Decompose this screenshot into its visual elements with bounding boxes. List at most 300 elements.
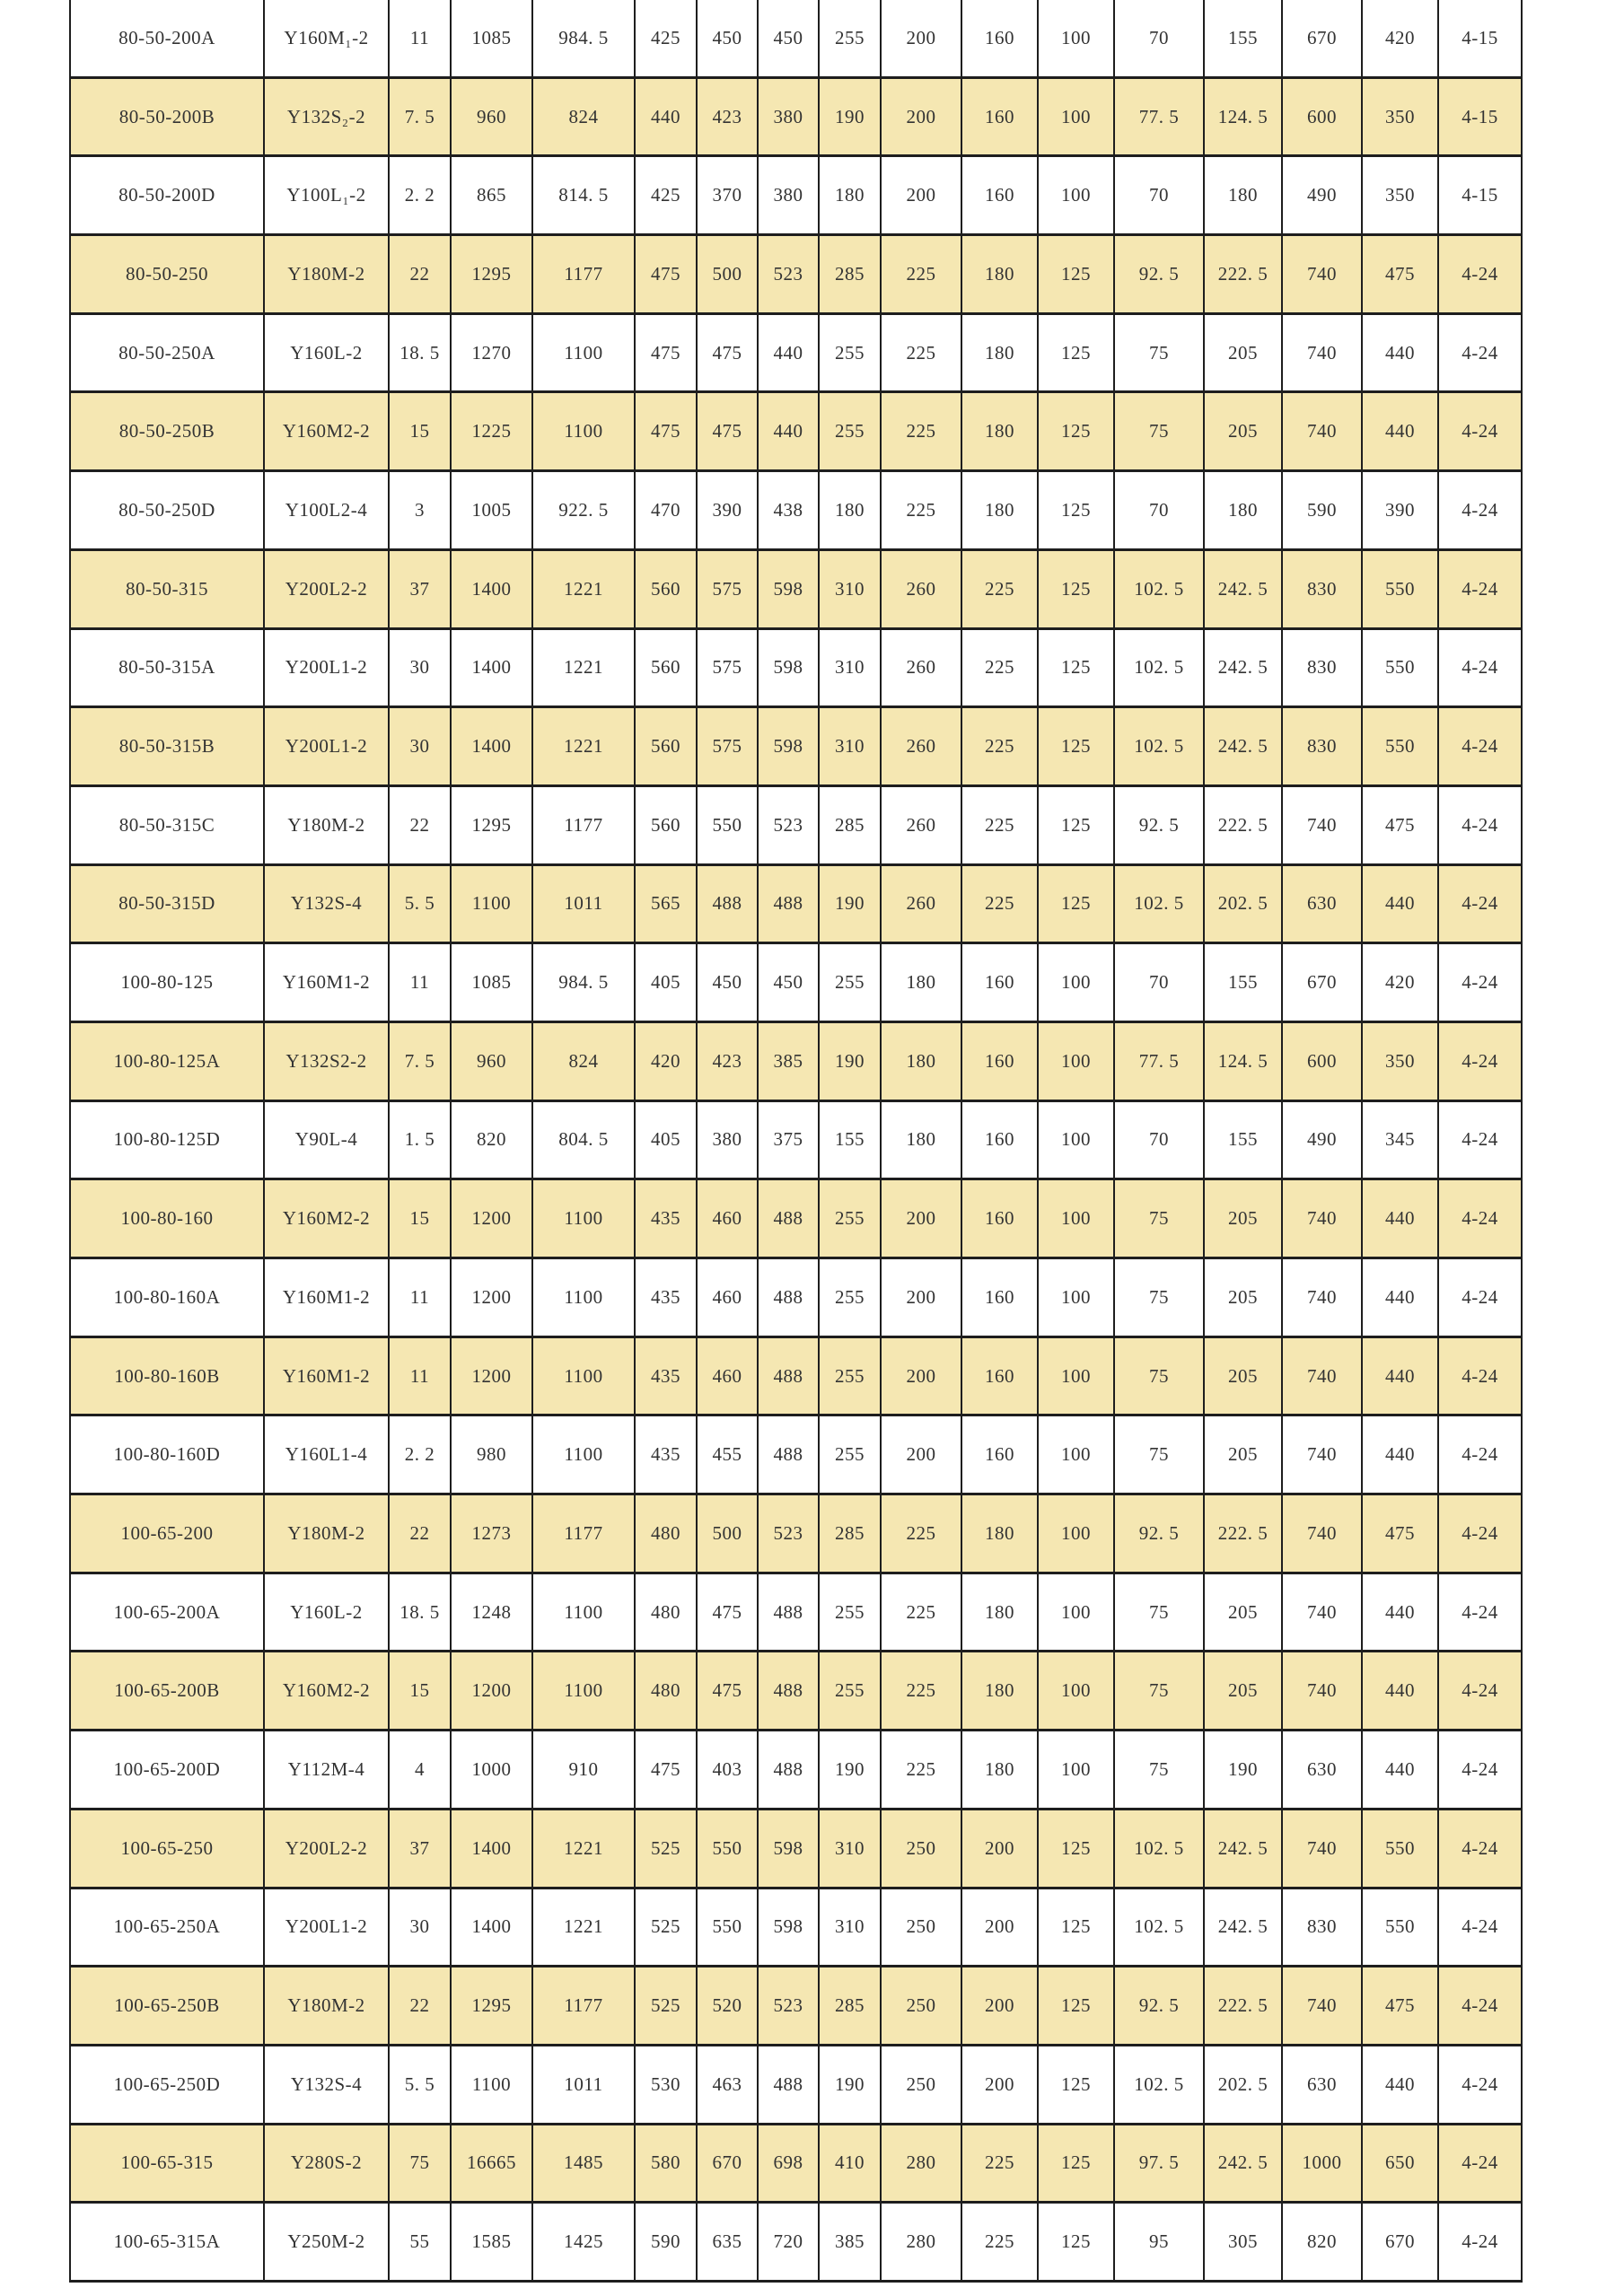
table-cell: 125	[1039, 2046, 1113, 2123]
table-cell: 1221	[533, 630, 634, 706]
table-cell: 310	[820, 1889, 880, 1966]
table-cell: 125	[1039, 2204, 1113, 2280]
table-cell: 225	[962, 630, 1037, 706]
table-cell: 525	[636, 1810, 696, 1887]
table-cell: 75	[1115, 315, 1203, 391]
table-cell: 80-50-315	[71, 551, 263, 627]
table-cell: 550	[698, 1810, 757, 1887]
table-cell: 523	[759, 787, 818, 863]
table-cell: 804. 5	[533, 1102, 634, 1179]
table-cell: Y160L-2	[265, 315, 388, 391]
table-cell: 205	[1205, 1652, 1281, 1729]
table-cell: 100-80-125A	[71, 1023, 263, 1100]
table-cell: 205	[1205, 315, 1281, 391]
table-cell: Y160M1-2	[265, 1259, 388, 1336]
table-cell: 225	[962, 787, 1037, 863]
table-cell: 225	[962, 708, 1037, 784]
table-cell: 575	[698, 708, 757, 784]
table-cell: 80-50-315D	[71, 866, 263, 942]
table-cell: 1100	[533, 1338, 634, 1415]
table-cell: 820	[1283, 2204, 1361, 2280]
table-cell: Y200L1-2	[265, 1889, 388, 1966]
table-cell: 180	[882, 1023, 961, 1100]
table-cell: 922. 5	[533, 472, 634, 548]
table-cell: 100-65-200	[71, 1495, 263, 1572]
table-cell: 488	[759, 1416, 818, 1493]
table-cell: 80-50-315C	[71, 787, 263, 863]
table-cell: Y100L₁-2	[265, 157, 388, 233]
table-cell: 1177	[533, 787, 634, 863]
table-cell: 440	[1363, 315, 1437, 391]
table-cell: 155	[1205, 1102, 1281, 1179]
table-cell: 560	[636, 551, 696, 627]
table-cell: 740	[1283, 1574, 1361, 1651]
table-cell: 4-24	[1439, 1338, 1521, 1415]
table-cell: 80-50-200A	[71, 0, 263, 76]
table-cell: 16665	[452, 2125, 531, 2202]
table-cell: 80-50-250D	[71, 472, 263, 548]
table-cell: 4-24	[1439, 630, 1521, 706]
table-cell: 1011	[533, 866, 634, 942]
table-cell: 180	[1205, 472, 1281, 548]
table-cell: 740	[1283, 1180, 1361, 1257]
table-cell: 205	[1205, 1259, 1281, 1336]
table-cell: 1225	[452, 393, 531, 469]
table-cell: 160	[962, 1102, 1037, 1179]
table-cell: 15	[390, 1180, 450, 1257]
table-cell: 2. 2	[390, 157, 450, 233]
table-cell: 3	[390, 472, 450, 548]
table-cell: 180	[962, 1495, 1037, 1572]
table-cell: 242. 5	[1205, 2125, 1281, 2202]
table-cell: 438	[759, 472, 818, 548]
table-cell: 488	[759, 1338, 818, 1415]
table-cell: 125	[1039, 1889, 1113, 1966]
table-cell: 740	[1283, 1652, 1361, 1729]
table-cell: 255	[820, 1338, 880, 1415]
table-cell: 1177	[533, 1495, 634, 1572]
table-cell: 1100	[533, 1574, 634, 1651]
table-cell: 490	[1283, 1102, 1361, 1179]
table-cell: 500	[698, 236, 757, 312]
table-cell: 80-50-200D	[71, 157, 263, 233]
table-cell: 550	[1363, 1889, 1437, 1966]
table-cell: 385	[820, 2204, 880, 2280]
table-cell: 225	[962, 551, 1037, 627]
table-cell: Y100L2-4	[265, 472, 388, 548]
table-cell: Y160M2-2	[265, 1180, 388, 1257]
table-cell: 600	[1283, 79, 1361, 155]
table-cell: 100	[1039, 944, 1113, 1021]
table-cell: 1221	[533, 708, 634, 784]
table-cell: 242. 5	[1205, 1889, 1281, 1966]
table-cell: 202. 5	[1205, 866, 1281, 942]
table-cell: 1177	[533, 236, 634, 312]
table-cell: 350	[1363, 1023, 1437, 1100]
table-cell: 100-65-250A	[71, 1889, 263, 1966]
table-cell: 1585	[452, 2204, 531, 2280]
table-cell: 550	[1363, 1810, 1437, 1887]
table-cell: 1100	[533, 1416, 634, 1493]
table-cell: 740	[1283, 1416, 1361, 1493]
table-cell: Y200L1-2	[265, 708, 388, 784]
table-cell: 740	[1283, 393, 1361, 469]
table-cell: 1295	[452, 236, 531, 312]
table-cell: 30	[390, 1889, 450, 1966]
table-cell: 190	[1205, 1731, 1281, 1808]
table-cell: 102. 5	[1115, 1889, 1203, 1966]
table-cell: 523	[759, 1967, 818, 2044]
table-cell: 480	[636, 1652, 696, 1729]
table-cell: 80-50-315B	[71, 708, 263, 784]
table-cell: 410	[820, 2125, 880, 2202]
table-cell: 37	[390, 1810, 450, 1887]
table-cell: 285	[820, 1967, 880, 2044]
table-cell: 390	[1363, 472, 1437, 548]
table-cell: 345	[1363, 1102, 1437, 1179]
table-cell: 4-24	[1439, 1023, 1521, 1100]
table-cell: Y160M₁-2	[265, 0, 388, 76]
table-cell: 18. 5	[390, 1574, 450, 1651]
table-cell: 2. 2	[390, 1416, 450, 1493]
table-cell: 560	[636, 787, 696, 863]
table-cell: 475	[698, 315, 757, 391]
table-cell: 4-24	[1439, 1259, 1521, 1336]
table-cell: 1295	[452, 787, 531, 863]
table-cell: 222. 5	[1205, 787, 1281, 863]
table-cell: 1100	[533, 1652, 634, 1729]
table-cell: 7. 5	[390, 1023, 450, 1100]
table-cell: 830	[1283, 708, 1361, 784]
table-cell: 125	[1039, 787, 1113, 863]
table-cell: 102. 5	[1115, 2046, 1203, 2123]
table-cell: 250	[882, 1889, 961, 1966]
table-cell: 1000	[452, 1731, 531, 1808]
table-cell: Y250M-2	[265, 2204, 388, 2280]
table-cell: 200	[882, 1180, 961, 1257]
table-cell: 225	[882, 1731, 961, 1808]
table-cell: 155	[1205, 944, 1281, 1021]
table-cell: 740	[1283, 787, 1361, 863]
table-cell: 440	[1363, 1652, 1437, 1729]
table-cell: 435	[636, 1180, 696, 1257]
table-cell: 4-24	[1439, 1102, 1521, 1179]
table-cell: 200	[962, 1810, 1037, 1887]
table-cell: 475	[636, 1731, 696, 1808]
table-cell: 4-15	[1439, 0, 1521, 76]
table-cell: 4-15	[1439, 157, 1521, 233]
table-cell: 100	[1039, 1023, 1113, 1100]
table-cell: 160	[962, 79, 1037, 155]
table-cell: 435	[636, 1338, 696, 1415]
table-cell: 475	[1363, 1967, 1437, 2044]
table-cell: 100-65-250D	[71, 2046, 263, 2123]
table-cell: 598	[759, 551, 818, 627]
table-cell: 155	[1205, 0, 1281, 76]
table-cell: 125	[1039, 393, 1113, 469]
table-cell: 4-24	[1439, 787, 1521, 863]
table-cell: 1100	[533, 393, 634, 469]
table-cell: 160	[962, 1338, 1037, 1415]
table-cell: 75	[390, 2125, 450, 2202]
table-cell: 450	[698, 0, 757, 76]
table-cell: 525	[636, 1889, 696, 1966]
table-cell: 475	[636, 236, 696, 312]
table-cell: 630	[1283, 866, 1361, 942]
table-cell: 440	[1363, 1416, 1437, 1493]
table-cell: Y200L2-2	[265, 1810, 388, 1887]
table-cell: 575	[698, 551, 757, 627]
table-cell: 1100	[533, 1180, 634, 1257]
table-cell: 22	[390, 1967, 450, 2044]
table-cell: 80-50-200B	[71, 79, 263, 155]
table-cell: 370	[698, 157, 757, 233]
table-cell: 22	[390, 236, 450, 312]
table-cell: 1100	[533, 1259, 634, 1336]
table-cell: 205	[1205, 1338, 1281, 1415]
table-cell: 1400	[452, 1889, 531, 1966]
table-cell: 190	[820, 1731, 880, 1808]
table-cell: 11	[390, 944, 450, 1021]
table-cell: 630	[1283, 1731, 1361, 1808]
table-cell: 225	[882, 1652, 961, 1729]
table-cell: 222. 5	[1205, 1967, 1281, 2044]
table-cell: 160	[962, 1259, 1037, 1336]
table-cell: 70	[1115, 1102, 1203, 1179]
table-cell: 125	[1039, 1967, 1113, 2044]
table-cell: 100	[1039, 0, 1113, 76]
table-cell: 70	[1115, 472, 1203, 548]
table-cell: 490	[1283, 157, 1361, 233]
table-cell: 525	[636, 1967, 696, 2044]
table-cell: 670	[1283, 0, 1361, 76]
table-cell: 55	[390, 2204, 450, 2280]
table-cell: 180	[882, 944, 961, 1021]
table-cell: 550	[1363, 708, 1437, 784]
table-cell: 22	[390, 787, 450, 863]
table-cell: 15	[390, 393, 450, 469]
table-cell: 100	[1039, 1731, 1113, 1808]
table-cell: 385	[759, 1023, 818, 1100]
table-cell: 830	[1283, 551, 1361, 627]
table-cell: 4-24	[1439, 2046, 1521, 2123]
table-cell: 200	[962, 1967, 1037, 2044]
table-cell: 4-24	[1439, 551, 1521, 627]
table-cell: 1425	[533, 2204, 634, 2280]
table-cell: 11	[390, 1259, 450, 1336]
table-cell: 488	[759, 2046, 818, 2123]
table-cell: Y132S-4	[265, 2046, 388, 2123]
table-cell: 475	[698, 1574, 757, 1651]
table-cell: 1200	[452, 1338, 531, 1415]
table-cell: 423	[698, 1023, 757, 1100]
table-cell: 190	[820, 1023, 880, 1100]
table-cell: 4-24	[1439, 944, 1521, 1021]
table-cell: 4-24	[1439, 708, 1521, 784]
table-cell: 200	[882, 1416, 961, 1493]
table-cell: Y180M-2	[265, 787, 388, 863]
table-cell: 260	[882, 551, 961, 627]
table-cell: 255	[820, 1574, 880, 1651]
table-cell: 630	[1283, 2046, 1361, 2123]
table-cell: 5. 5	[390, 866, 450, 942]
table-cell: 440	[1363, 393, 1437, 469]
table-cell: 180	[962, 1574, 1037, 1651]
table-cell: 285	[820, 1495, 880, 1572]
table-cell: 1011	[533, 2046, 634, 2123]
table-cell: 720	[759, 2204, 818, 2280]
table-cell: 814. 5	[533, 157, 634, 233]
table-cell: 180	[962, 1652, 1037, 1729]
table-cell: 1100	[452, 866, 531, 942]
table-cell: 590	[636, 2204, 696, 2280]
table-cell: 180	[882, 1102, 961, 1179]
table-cell: 77. 5	[1115, 1023, 1203, 1100]
table-cell: 242. 5	[1205, 551, 1281, 627]
table-cell: 70	[1115, 944, 1203, 1021]
table-cell: 100-80-160	[71, 1180, 263, 1257]
table-cell: 100	[1039, 1102, 1113, 1179]
table-cell: Y132S₂-2	[265, 79, 388, 155]
table-cell: Y160L1-4	[265, 1416, 388, 1493]
table-cell: 250	[882, 1810, 961, 1887]
table-cell: 4	[390, 1731, 450, 1808]
table-cell: Y132S-4	[265, 866, 388, 942]
table-cell: 80-50-250	[71, 236, 263, 312]
table-cell: Y160L-2	[265, 1574, 388, 1651]
table-cell: 100-80-160A	[71, 1259, 263, 1336]
table-cell: 100-80-125	[71, 944, 263, 1021]
table-cell: 984. 5	[533, 944, 634, 1021]
table-cell: 180	[820, 472, 880, 548]
table-cell: 698	[759, 2125, 818, 2202]
table-cell: 4-24	[1439, 236, 1521, 312]
table-cell: 475	[1363, 787, 1437, 863]
table-cell: 500	[698, 1495, 757, 1572]
table-cell: 225	[882, 472, 961, 548]
table-cell: 190	[820, 866, 880, 942]
table-cell: 1485	[533, 2125, 634, 2202]
table-cell: 160	[962, 944, 1037, 1021]
table-cell: 475	[636, 393, 696, 469]
table-cell: 1400	[452, 551, 531, 627]
table-cell: 475	[1363, 236, 1437, 312]
table-cell: 1221	[533, 551, 634, 627]
table-cell: 4-24	[1439, 315, 1521, 391]
table-cell: 200	[882, 0, 961, 76]
table-cell: 440	[1363, 1574, 1437, 1651]
table-cell: 22	[390, 1495, 450, 1572]
table-cell: 310	[820, 551, 880, 627]
table-cell: 15	[390, 1652, 450, 1729]
table-cell: 125	[1039, 708, 1113, 784]
table-cell: 100	[1039, 79, 1113, 155]
table-cell: 488	[759, 1731, 818, 1808]
table-cell: 160	[962, 1416, 1037, 1493]
table-cell: 70	[1115, 157, 1203, 233]
table-cell: 420	[1363, 944, 1437, 1021]
table-cell: 450	[698, 944, 757, 1021]
table-cell: 4-24	[1439, 472, 1521, 548]
table-cell: 75	[1115, 1574, 1203, 1651]
table-cell: 180	[962, 236, 1037, 312]
table-cell: 830	[1283, 630, 1361, 706]
table-cell: 670	[1283, 944, 1361, 1021]
table-cell: 488	[759, 1652, 818, 1729]
table-cell: 260	[882, 787, 961, 863]
table-cell: 222. 5	[1205, 1495, 1281, 1572]
table-cell: 30	[390, 630, 450, 706]
table-cell: 18. 5	[390, 315, 450, 391]
table-cell: 200	[882, 79, 961, 155]
table-cell: 1221	[533, 1889, 634, 1966]
table-cell: 200	[882, 1259, 961, 1336]
table-cell: 4-24	[1439, 1416, 1521, 1493]
table-cell: 740	[1283, 1967, 1361, 2044]
table-cell: 180	[962, 393, 1037, 469]
table-cell: 92. 5	[1115, 236, 1203, 312]
table-cell: 280	[882, 2204, 961, 2280]
table-cell: 4-24	[1439, 866, 1521, 942]
table-cell: 11	[390, 1338, 450, 1415]
table-cell: 7. 5	[390, 79, 450, 155]
table-cell: 102. 5	[1115, 551, 1203, 627]
table-cell: 670	[698, 2125, 757, 2202]
table-cell: 523	[759, 1495, 818, 1572]
table-cell: 475	[636, 315, 696, 391]
table-cell: 255	[820, 1652, 880, 1729]
spec-table-grid	[69, 0, 1523, 2283]
table-cell: 100	[1039, 1495, 1113, 1572]
table-cell: 740	[1283, 1810, 1361, 1887]
table-cell: 255	[820, 1416, 880, 1493]
table-cell: Y200L2-2	[265, 551, 388, 627]
table-cell: 80-50-315A	[71, 630, 263, 706]
table-cell: 4-24	[1439, 1967, 1521, 2044]
table-cell: 4-24	[1439, 1574, 1521, 1651]
table-cell: 102. 5	[1115, 630, 1203, 706]
table-cell: 125	[1039, 315, 1113, 391]
table-cell: 255	[820, 1180, 880, 1257]
table-cell: 1221	[533, 1810, 634, 1887]
table-cell: 824	[533, 1023, 634, 1100]
table-cell: 480	[636, 1495, 696, 1572]
table-cell: 1273	[452, 1495, 531, 1572]
table-cell: 403	[698, 1731, 757, 1808]
table-cell: 488	[698, 866, 757, 942]
table-cell: Y180M-2	[265, 236, 388, 312]
table-cell: 740	[1283, 315, 1361, 391]
table-cell: 980	[452, 1416, 531, 1493]
table-cell: Y160M1-2	[265, 944, 388, 1021]
table-cell: 405	[636, 1102, 696, 1179]
table-cell: 740	[1283, 1259, 1361, 1336]
table-cell: 530	[636, 2046, 696, 2123]
table-cell: 523	[759, 236, 818, 312]
table-cell: 255	[820, 315, 880, 391]
table-cell: 92. 5	[1115, 1967, 1203, 2044]
table-cell: 285	[820, 236, 880, 312]
table-cell: 102. 5	[1115, 866, 1203, 942]
table-cell: 425	[636, 0, 696, 76]
table-cell: Y160M2-2	[265, 1652, 388, 1729]
table-cell: 1100	[533, 315, 634, 391]
table-cell: 440	[1363, 1180, 1437, 1257]
table-cell: 1085	[452, 944, 531, 1021]
table-cell: 255	[820, 0, 880, 76]
table-cell: Y180M-2	[265, 1495, 388, 1572]
table-cell: 200	[962, 2046, 1037, 2123]
